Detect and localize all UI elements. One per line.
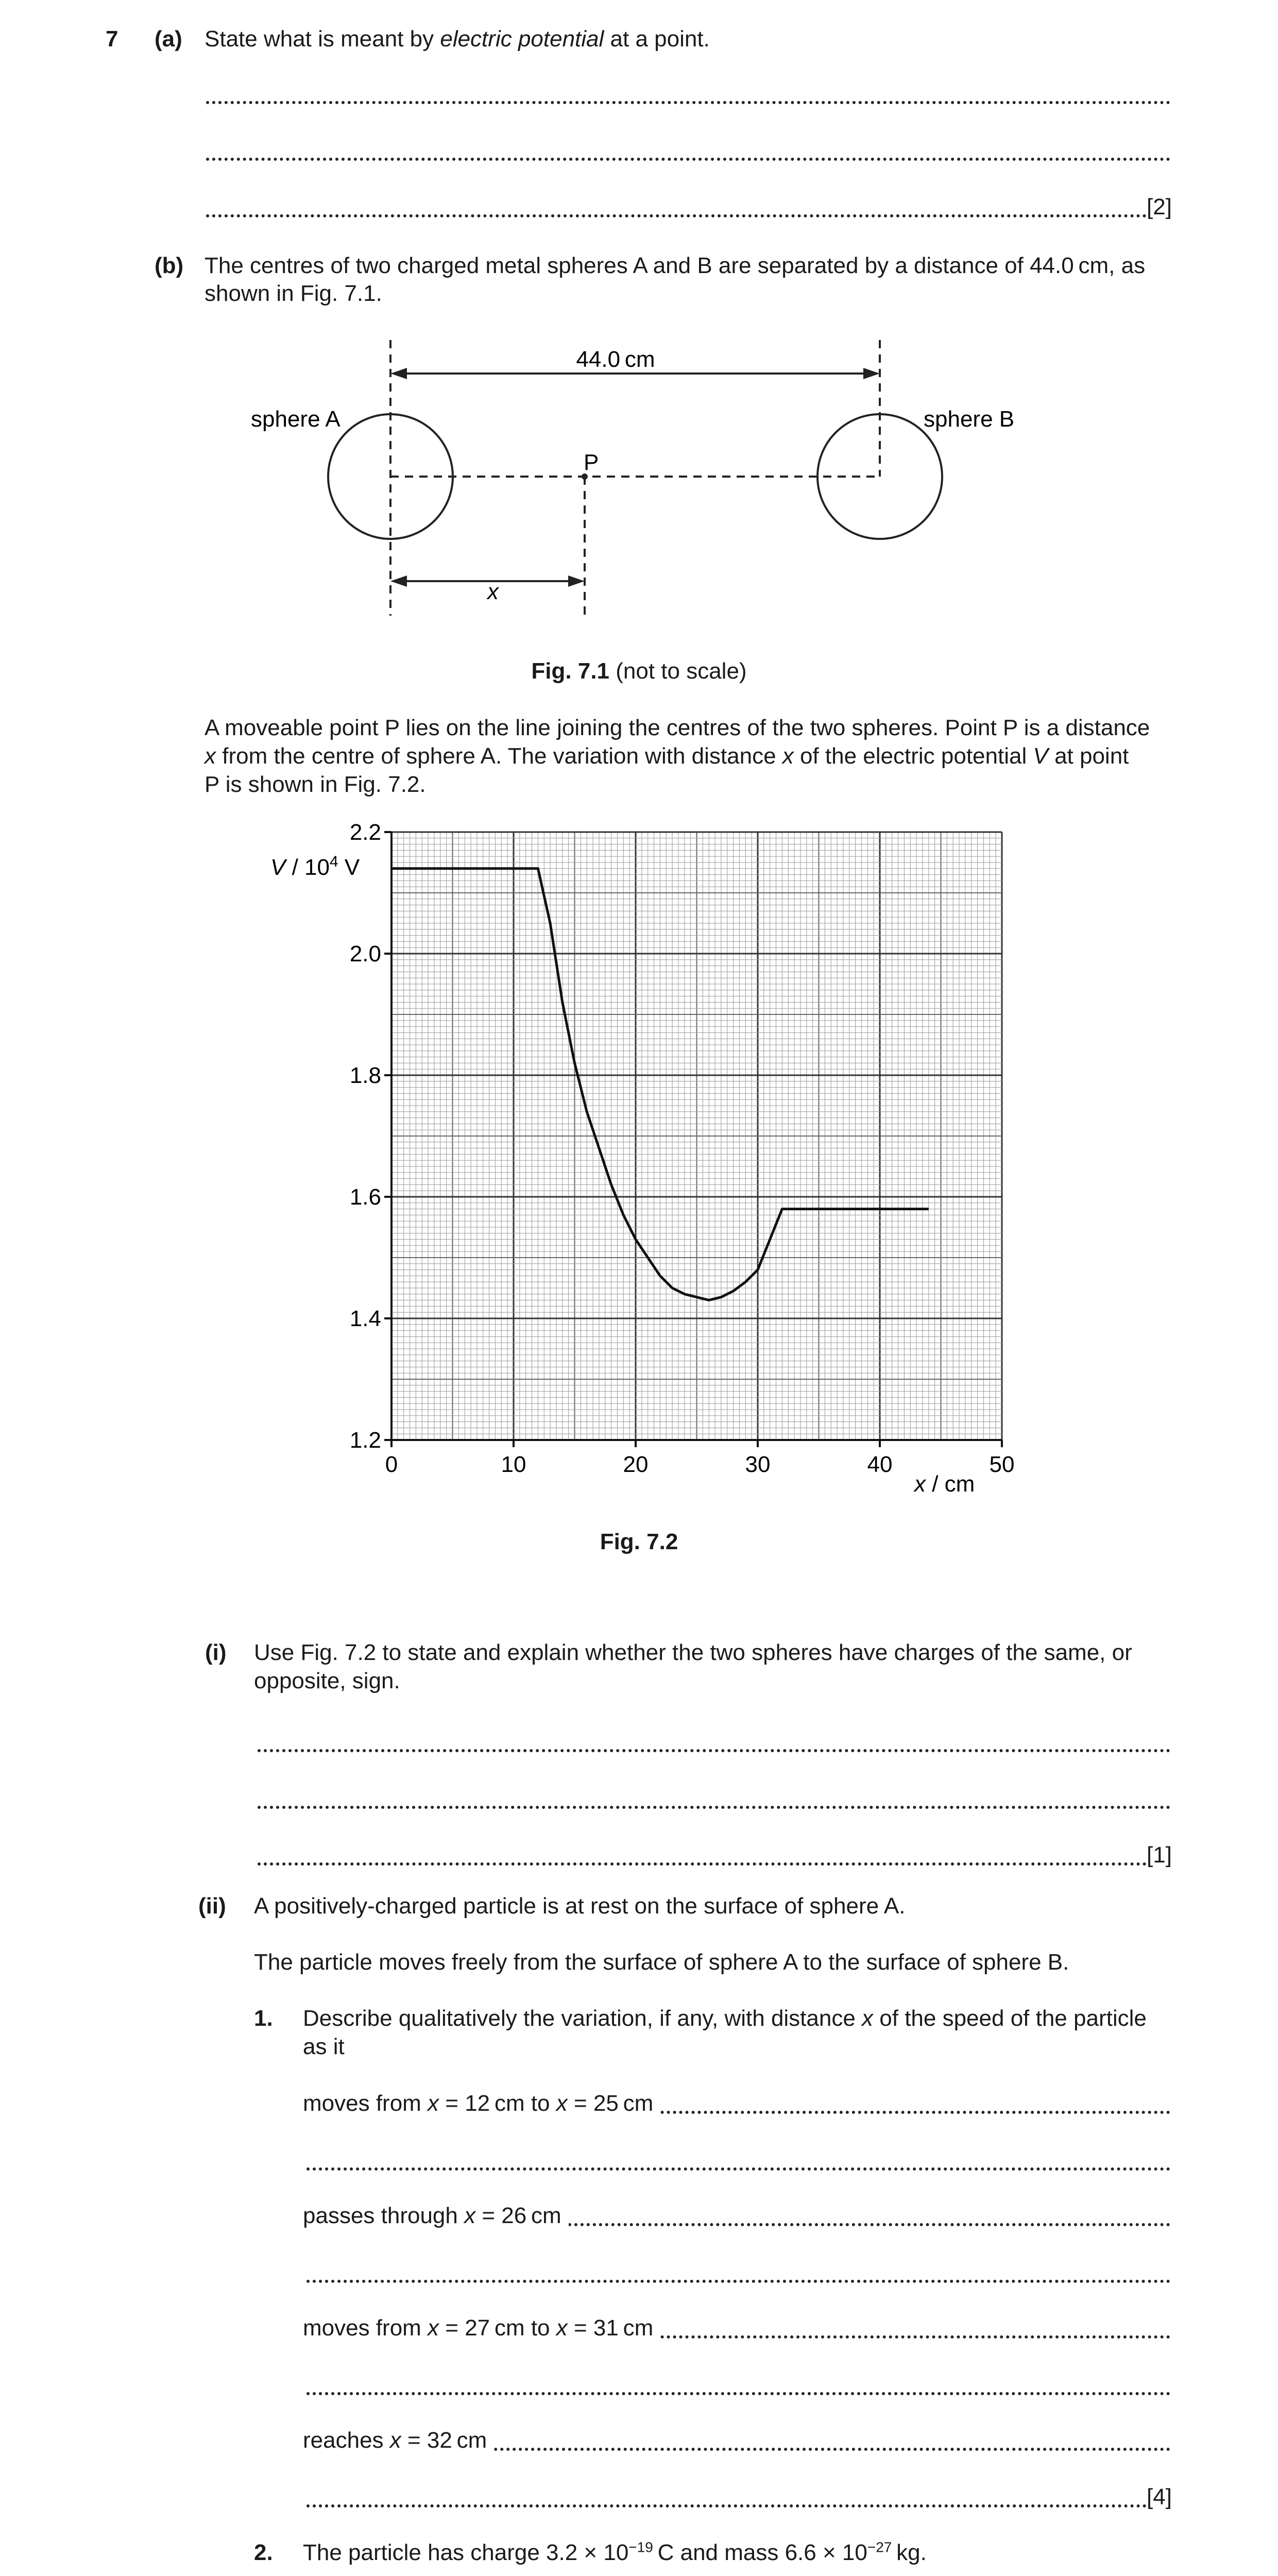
part-i-mark: [1] (1147, 1842, 1172, 1868)
answer-line-row1b[interactable] (306, 2167, 1170, 2171)
y-tick-label: 2.0 (349, 941, 381, 967)
sphere-a-label: sphere A (251, 406, 340, 432)
x-tick-label: 50 (989, 1452, 1015, 1477)
part-i-label: (i) (205, 1640, 227, 1665)
y-tick-label: 1.6 (349, 1184, 381, 1210)
distance-arrowhead-left (390, 368, 407, 379)
y-tick-label: 1.2 (349, 1428, 381, 1453)
part-ii-line2: The particle moves freely from the surface of sphere A to the surface of sphere B. (254, 1950, 1069, 1975)
row2-label: passes through x = 26 cm (303, 2201, 569, 2230)
part-b-label: (b) (155, 253, 184, 278)
sub2-label: 2. (254, 2540, 273, 2565)
x-tick-label: 0 (385, 1452, 398, 1477)
x-tick-label: 20 (623, 1452, 649, 1477)
part-b-line2: shown in Fig. 7.1. (205, 281, 382, 306)
row1-label: moves from x = 12 cm to x = 25 cm (303, 2089, 660, 2118)
part-a-prompt: State what is meant by electric potential at a point. (205, 26, 710, 52)
sub1-line2: as it (303, 2034, 345, 2059)
answer-line-row3b[interactable] (306, 2392, 1170, 2395)
answer-line-row2b[interactable] (306, 2280, 1170, 2283)
part-a-mark: [2] (1147, 194, 1172, 219)
sub1-mark: [4] (1147, 2484, 1172, 2510)
para-line3: P is shown in Fig. 7.2. (205, 772, 426, 797)
x-tick-label: 30 (745, 1452, 771, 1477)
answer-line-i1[interactable] (258, 1749, 1170, 1752)
row4-label: reaches x = 32 cm (303, 2426, 494, 2455)
question-number: 7 (106, 26, 118, 52)
sphere-b-label: sphere B (924, 406, 1015, 432)
x-arrowhead-left (390, 575, 407, 587)
distance-label: 44.0 cm (576, 347, 655, 372)
part-i-line2: opposite, sign. (254, 1668, 400, 1693)
row3-label: moves from x = 27 cm to x = 31 cm (303, 2314, 660, 2343)
sub2-line1: The particle has charge $3.2 \times 10^{-19}$ C and mass $6.6 \times 10^{-27}$ kg. (303, 2539, 927, 2565)
para-line1: A moveable point P lies on the line joining the centres of the two spheres. Point P is a distance (205, 715, 1150, 740)
point-p-label: P (584, 450, 599, 475)
x-tick-label: 10 (501, 1452, 526, 1477)
para-line2: x from the centre of sphere A. The variation with distance x of the electric potential V at point (205, 743, 1129, 769)
fig-7-2-caption: Fig. 7.2 (600, 1529, 678, 1554)
fig-7-2-chart (0, 804, 1278, 1525)
y-tick-label: 2.2 (349, 820, 381, 845)
x-arrowhead-right (568, 575, 585, 587)
x-tick-label: 40 (867, 1452, 893, 1477)
y-axis-label: V / $10^4$ V (270, 853, 360, 880)
part-a-label: (a) (155, 26, 182, 52)
part-ii-line1: A positively-charged particle is at rest on the surface of sphere A. (254, 1893, 906, 1919)
sub1-line1: Describe qualitatively the variation, if any, with distance x of the speed of the particle (303, 2006, 1147, 2031)
y-tick-label: 1.8 (349, 1063, 381, 1088)
answer-line-i3[interactable] (258, 1862, 1147, 1866)
x-axis-label: x / cm (914, 1471, 975, 1497)
fig-7-1-caption: Fig. 7.1 (not to scale) (531, 658, 747, 684)
fig-7-1-diagram (0, 0, 1278, 670)
y-tick-label: 1.4 (349, 1306, 381, 1331)
sub1-label: 1. (254, 2006, 273, 2031)
answer-line-i2[interactable] (258, 1806, 1170, 1809)
part-ii-label: (ii) (198, 1893, 226, 1919)
x-label: x (487, 579, 499, 604)
distance-arrowhead-right (863, 368, 880, 379)
answer-line-row4b[interactable] (306, 2504, 1147, 2507)
part-b-line1: The centres of two charged metal spheres A and B are separated by a distance of 44.0 cm, as (205, 253, 1146, 278)
part-i-line1: Use Fig. 7.2 to state and explain whether the two spheres have charges of the same, or (254, 1640, 1132, 1665)
